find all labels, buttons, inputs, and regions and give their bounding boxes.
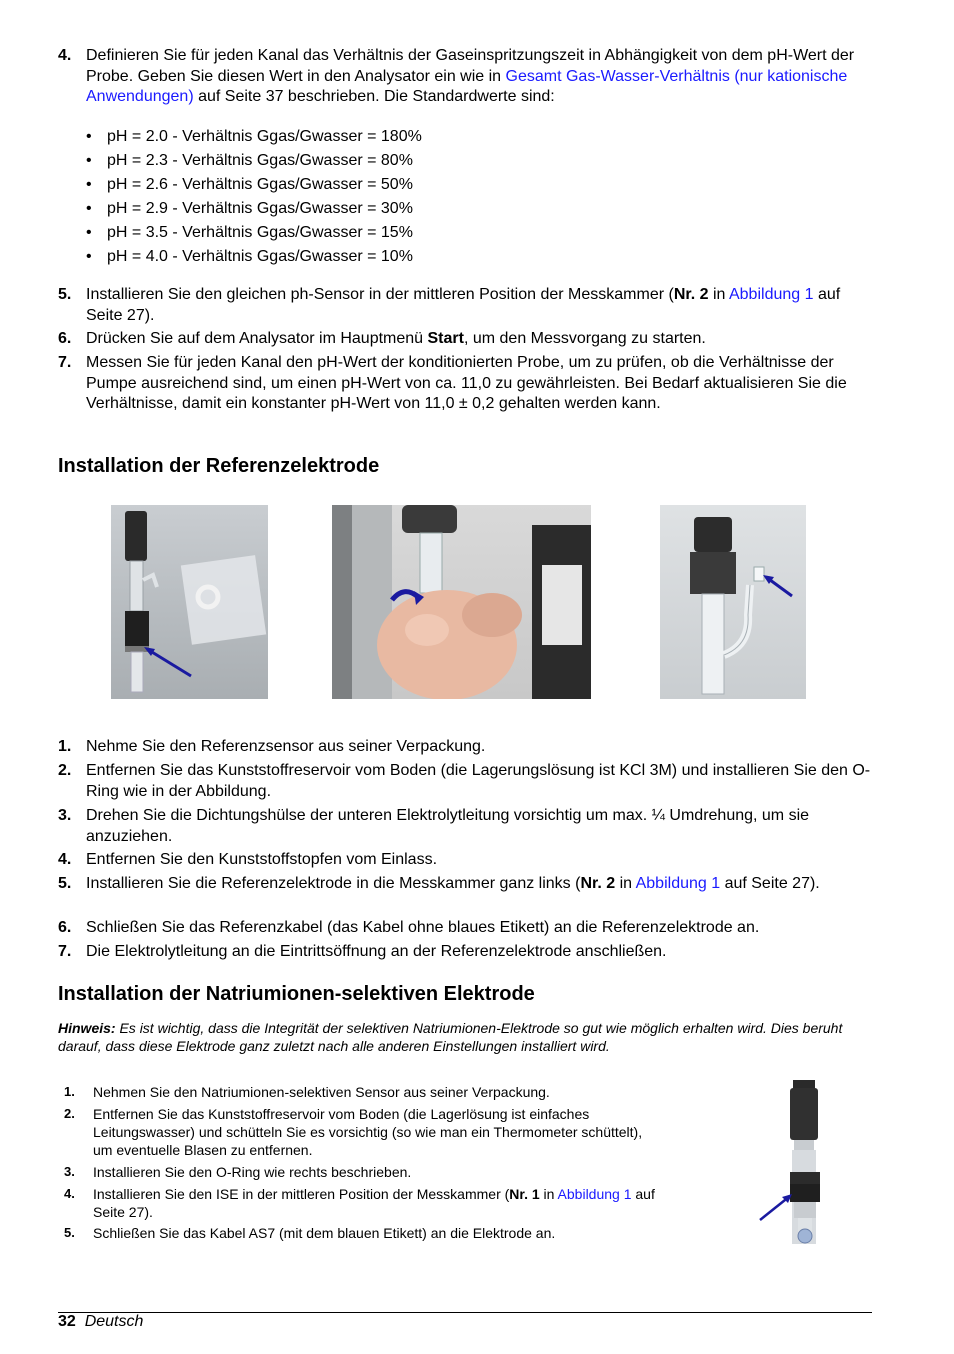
photo-hand-tightening bbox=[332, 505, 591, 699]
step-text: in bbox=[539, 1186, 558, 1202]
link-gas-water-ratio[interactable]: Gesamt Gas-Wasser-Verhältnis (nur kationische Anwendungen) bbox=[86, 67, 848, 105]
step-text: Nehme Sie den Referenzsensor aus seiner Verpackung. bbox=[86, 738, 486, 755]
step-number: 3. bbox=[64, 1164, 75, 1179]
step-text: auf Seite 37 beschrieben. Die Standardwerte sind: bbox=[193, 88, 555, 105]
step-number: 7. bbox=[58, 943, 72, 960]
step-text: Entfernen Sie das Kunststoffreservoir vom Boden (die Lagerlösung ist einfaches Leitungswasser) und schütteln Sie es vorsichtig (so wie man ein Thermometer schüttelt), um eventuelle Blasen zu entfernen. bbox=[93, 1106, 643, 1158]
ref-step-5 bbox=[58, 874, 878, 895]
step-number: 6. bbox=[58, 919, 72, 936]
step-text: Schließen Sie das Referenzkabel (das Kabel ohne blaues Etikett) an die Referenzelektrode an. bbox=[86, 919, 760, 936]
step-5-top bbox=[58, 285, 878, 326]
step-text: in bbox=[615, 875, 636, 892]
step-number: 5. bbox=[64, 1225, 75, 1240]
note-label: Hinweis: bbox=[58, 1020, 116, 1036]
ratio-list bbox=[86, 125, 422, 269]
step-text: Messen Sie für jeden Kanal den pH-Wert der konditionierten Probe, um zu prüfen, ob die Verhältnisse der Pumpe ausreichend sind, um einen pH-Wert von ca. 11,0 zu gewährleisten. Bei Bedarf aktualisieren Sie die Verhältnisse, damit ein konstanter pH-Wert von 11,0 ± 0,2 gehalten werden kann. bbox=[86, 354, 847, 412]
step-number: 2. bbox=[64, 1106, 75, 1121]
step-number: 4. bbox=[58, 47, 72, 64]
page-footer bbox=[58, 1313, 143, 1331]
ref-step-1 bbox=[58, 737, 878, 758]
step-text: Drehen Sie die Dichtungshülse der unteren Elektrolytleitung vorsichtig um max. ¼ Umdrehung, um sie anzuziehen. bbox=[86, 807, 810, 845]
photo-reference-electrode-inlet bbox=[660, 505, 806, 699]
footer-divider bbox=[58, 1312, 872, 1313]
step-text: , um den Messvorgang zu starten. bbox=[463, 330, 706, 347]
na-step-3 bbox=[64, 1163, 664, 1181]
step-bold: Nr. 1 bbox=[509, 1186, 540, 1202]
step-bold: Nr. 2 bbox=[580, 875, 616, 892]
ref-step-7 bbox=[58, 942, 878, 963]
footer-language: Deutsch bbox=[84, 1313, 144, 1330]
step-6-top bbox=[58, 329, 878, 350]
link-abbildung-1[interactable]: Abbildung 1 bbox=[635, 875, 721, 892]
step-text: Installieren Sie die Referenzelektrode in die Messkammer ganz links ( bbox=[86, 875, 581, 892]
step-number: 2. bbox=[58, 762, 72, 779]
step-number: 5. bbox=[58, 875, 72, 892]
step-number: 3. bbox=[58, 807, 72, 824]
step-text: Die Elektrolytleitung an die Eintrittsöffnung an der Referenzelektrode anschließen. bbox=[86, 943, 667, 960]
step-text: Entfernen Sie das Kunststoffreservoir vom Boden (die Lagerungslösung ist KCl 3M) und installieren Sie den O-Ring wie in der Abbildung. bbox=[86, 762, 871, 800]
step-text: auf Seite 27). bbox=[93, 1186, 655, 1220]
step-number: 5. bbox=[58, 286, 72, 303]
step-text: Nehmen Sie den Natriumionen-selektiven Sensor aus seiner Verpackung. bbox=[93, 1084, 550, 1100]
ref-step-2 bbox=[58, 761, 878, 802]
step-number: 7. bbox=[58, 354, 72, 371]
step-text: Schließen Sie das Kabel AS7 (mit dem blauen Etikett) an die Elektrode an. bbox=[93, 1225, 556, 1241]
step-text: Installieren Sie den O-Ring wie rechts beschrieben. bbox=[93, 1164, 412, 1180]
link-abbildung-1[interactable]: Abbildung 1 bbox=[728, 286, 814, 303]
na-step-1 bbox=[64, 1083, 664, 1101]
na-step-4 bbox=[64, 1185, 664, 1221]
step-text: Entfernen Sie den Kunststoffstopfen vom Einlass. bbox=[86, 851, 438, 868]
ref-step-6 bbox=[58, 918, 878, 939]
note-text: Es ist wichtig, dass die Integrität der selektiven Natriumionen-Elektrode so gut wie möglich erhalten wird. Dies beruht darauf, dass diese Elektrode ganz zuletzt nach alle anderen Einstellungen installiert wird. bbox=[58, 1020, 843, 1054]
section-heading-reference: Installation der Referenzelektrode bbox=[58, 455, 380, 477]
step-text: Installieren Sie den ISE in der mittleren Position der Messkammer ( bbox=[93, 1186, 510, 1202]
na-step-5 bbox=[64, 1224, 664, 1242]
step-number: 6. bbox=[58, 330, 72, 347]
page-number: 32 bbox=[58, 1313, 76, 1330]
list-item: • pH = 3.5 - Verhältnis Ggas/Gwasser = 15% bbox=[86, 221, 422, 245]
list-item: • pH = 2.6 - Verhältnis Ggas/Gwasser = 50% bbox=[86, 173, 422, 197]
list-item: • pH = 2.0 - Verhältnis Ggas/Gwasser = 180% bbox=[86, 125, 422, 149]
link-abbildung-1[interactable]: Abbildung 1 bbox=[557, 1186, 632, 1202]
ref-step-3 bbox=[58, 806, 878, 847]
photo-reference-electrode-oring bbox=[111, 505, 268, 699]
list-item: • pH = 2.3 - Verhältnis Ggas/Gwasser = 80% bbox=[86, 149, 422, 173]
step-4-top bbox=[58, 46, 878, 108]
step-text: Installieren Sie den gleichen ph-Sensor in der mittleren Position der Messkammer ( bbox=[86, 286, 674, 303]
step-bold: Start bbox=[427, 330, 464, 347]
photo-sodium-electrode bbox=[754, 1078, 842, 1244]
step-bold: Nr. 2 bbox=[673, 286, 709, 303]
list-item: • pH = 4.0 - Verhältnis Ggas/Gwasser = 10% bbox=[86, 245, 422, 269]
list-item: • pH = 2.9 - Verhältnis Ggas/Gwasser = 30% bbox=[86, 197, 422, 221]
section-heading-sodium: Installation der Natriumionen-selektiven Elektrode bbox=[58, 983, 535, 1005]
step-text: auf Seite 27). bbox=[86, 286, 841, 324]
step-text: Drücken Sie auf dem Analysator im Hauptmenü bbox=[86, 330, 428, 347]
step-number: 1. bbox=[64, 1084, 75, 1099]
na-step-2 bbox=[64, 1105, 664, 1159]
step-7-top bbox=[58, 353, 878, 415]
step-number: 4. bbox=[64, 1186, 75, 1201]
step-number: 1. bbox=[58, 738, 72, 755]
step-number: 4. bbox=[58, 851, 72, 868]
step-text: auf Seite 27). bbox=[720, 875, 820, 892]
step-text: Definieren Sie für jeden Kanal das Verhältnis der Gaseinspritzungszeit in Abhängigkeit von dem pH-Wert der Probe. Geben Sie diesen Wert in den Analysator ein wie in bbox=[86, 47, 855, 85]
ref-step-4 bbox=[58, 850, 878, 871]
note bbox=[58, 1019, 888, 1055]
step-text: in bbox=[708, 286, 729, 303]
